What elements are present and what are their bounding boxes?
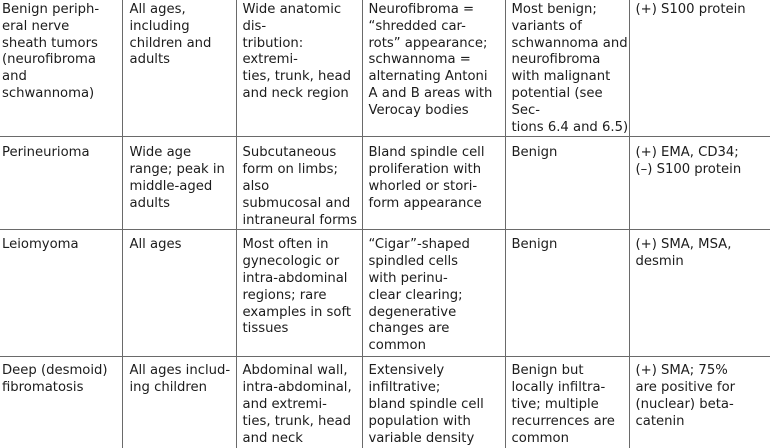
tumor-name-cell: Deep (desmoid) fibromatosis bbox=[0, 357, 122, 448]
morphology-cell: Extensively infiltrative; bland spindle cell population with variable density bbox=[362, 357, 505, 448]
table-row bbox=[0, 357, 770, 448]
tumor-name-cell: Leiomyoma bbox=[0, 230, 122, 357]
markers-cell: (+) S100 protein bbox=[629, 0, 770, 137]
morphology-cell: Neurofibroma = “shredded car- rots” appearance; schwannoma = alternating Antoni A and B areas with Verocay bodies bbox=[362, 0, 505, 137]
age-cell: All ages, including children and adults bbox=[122, 0, 236, 137]
age-cell: Wide age range; peak in middle-aged adults bbox=[122, 137, 236, 230]
age-cell: All ages includ- ing children bbox=[122, 357, 236, 448]
table-row bbox=[0, 137, 770, 230]
behavior-cell: Benign bbox=[505, 137, 629, 230]
behavior-cell: Benign bbox=[505, 230, 629, 357]
behavior-cell: Benign but locally infiltra- tive; multiple recurrences are common bbox=[505, 357, 629, 448]
tumor-name-cell: Perineurioma bbox=[0, 137, 122, 230]
markers-cell: (+) SMA; 75% are positive for (nuclear) beta- catenin bbox=[635, 363, 736, 429]
age-cell: All ages bbox=[122, 230, 236, 357]
location-cell: Most often in gynecologic or intra-abdominal regions; rare examples in soft tissues bbox=[236, 230, 362, 357]
table-row bbox=[0, 230, 770, 357]
tumor-name-cell: Benign periph- eral nerve sheath tumors (neurofibroma and schwannoma) bbox=[0, 0, 122, 137]
markers-cell: (+) EMA, CD34; (–) S100 protein bbox=[629, 137, 770, 230]
location-cell: Abdominal wall, intra-abdominal, and extremi- ties, trunk, head and neck bbox=[236, 357, 362, 448]
behavior-cell: Most benign; variants of schwannoma and neurofibroma with malignant potential (see Sec- tions 6.4 and 6.5) bbox=[505, 0, 629, 137]
location-cell: Wide anatomic dis- tribution: extremi- ties, trunk, head and neck region bbox=[236, 0, 362, 137]
location-cell: Subcutaneous form on limbs; also submucosal and intraneural forms bbox=[236, 137, 362, 230]
table-row bbox=[0, 0, 770, 137]
markers-cell: (+) SMA, MSA, desmin bbox=[629, 230, 770, 357]
morphology-cell: Bland spindle cell proliferation with whorled or stori- form appearance bbox=[362, 137, 505, 230]
morphology-cell: “Cigar”-shaped spindled cells with perinu- clear clearing; degenerative changes are common bbox=[362, 230, 505, 357]
